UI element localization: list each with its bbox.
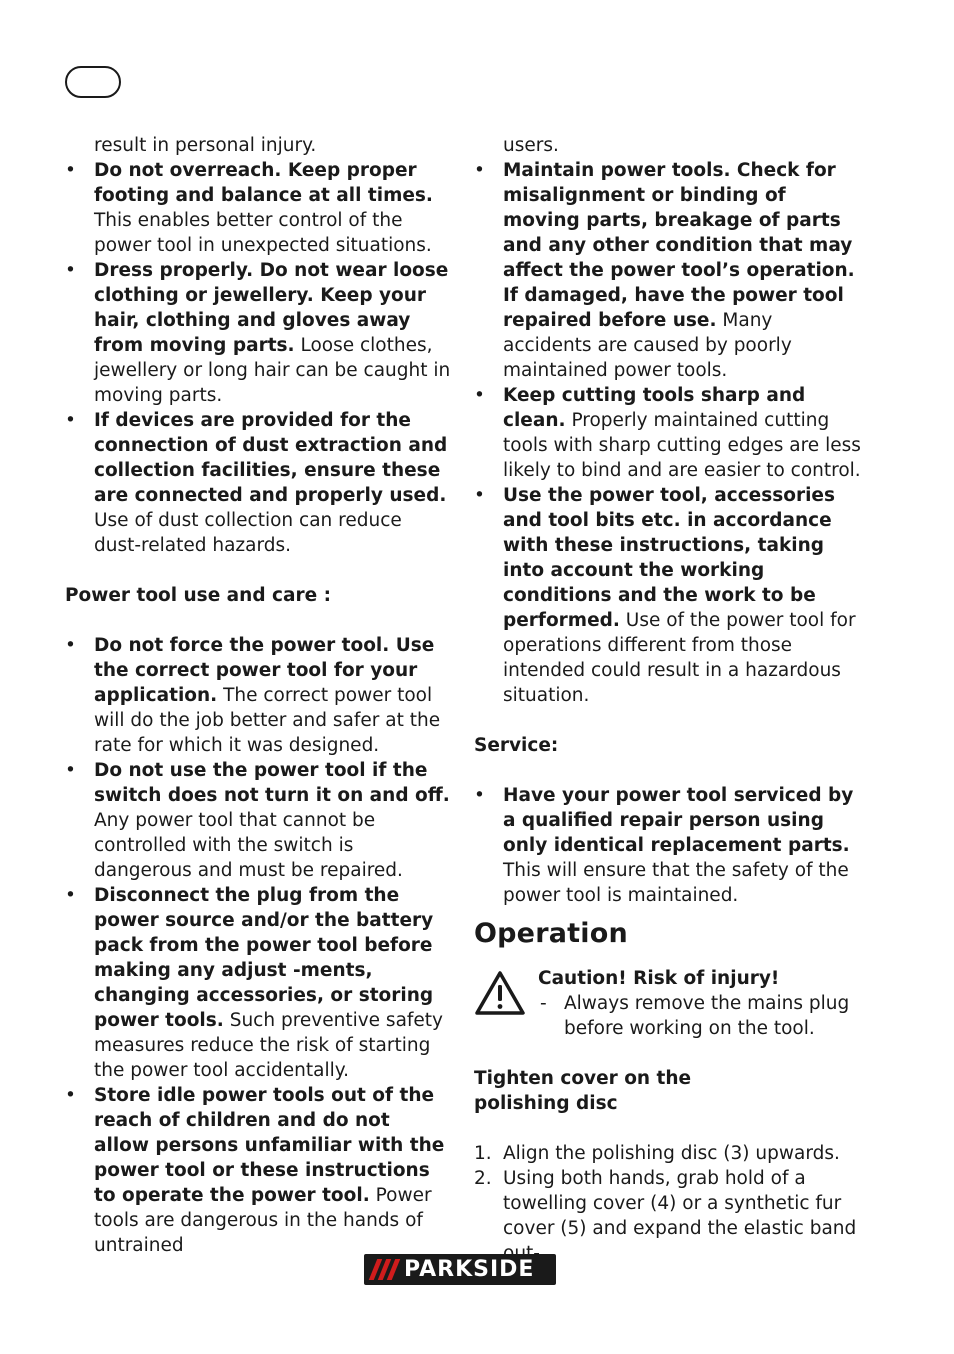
section-heading: Service:	[474, 735, 559, 756]
section-heading: Power tool use and care :	[65, 585, 331, 606]
caution-item: - Always remove the mains plug before working on the tool.	[538, 991, 864, 1041]
list-item: • If devices are provided for the connection of dust extraction and collection facilities, ensure these are connected and properly used. Use of dust collection can reduce dust-related hazards.	[65, 408, 451, 558]
list-item: • Use the power tool, accessories and tool bits etc. in accordance with these instructions, taking into account the working conditions and the work to be performed. Use of the power tool for operations different from those intended could result in a hazardous situation.	[474, 483, 864, 708]
left-column	[65, 133, 451, 1258]
list-item: • Do not overreach. Keep proper footing and balance at all times. This enables better control of the power tool in unexpected situations.	[65, 158, 451, 258]
caution-box	[474, 966, 864, 1041]
caution-title: Caution! Risk of injury!	[538, 968, 780, 989]
continued-text: users.	[503, 135, 559, 156]
list-item: 2. Using both hands, grab hold of a towelling cover (4) or a synthetic fur cover (5) and expand the elastic band	[474, 1168, 857, 1239]
continued-text: result in personal injury.	[94, 135, 317, 156]
bullet-list	[65, 158, 451, 558]
list-item: • Do not force the power tool. Use the correct power tool for your application. The correct power tool will do the job better and safer at the rate for which it was designed.	[65, 633, 451, 758]
list-item: • Have your power tool serviced by a qualified repair person using only identical replacement parts. This will ensure that the safety of the power tool is maintained.	[474, 783, 864, 908]
logo-stripes-icon	[364, 1254, 402, 1285]
list-item: 1. Align the polishing disc (3) upwards.	[474, 1143, 840, 1164]
parkside-logo	[364, 1254, 556, 1285]
list-item: • Maintain power tools. Check for misalignment or binding of moving parts, breakage of parts and any other condition that may affect the power tool’s operation. If damaged, have the power tool repaired before use. Many accidents are caused by poorly maintained power tools.	[474, 158, 864, 383]
right-column	[474, 133, 864, 1266]
list-item: • Do not use the power tool if the switch does not turn it on and off. Any power tool that cannot be controlled with the switch is dangerous and must be repaired.	[65, 758, 451, 883]
list-item: • Store idle power tools out of the reach of children and do not allow persons unfamiliar with the power tool or these instructions to operate the power tool. Power tools are dangerous in the hands of untrained	[65, 1083, 451, 1258]
operation-title: Operation	[474, 918, 628, 949]
logo-wordmark: PARKSIDE	[404, 1257, 535, 1282]
warning-triangle-icon	[474, 970, 526, 1016]
bullet-list	[474, 158, 864, 708]
list-item: • Dress properly. Do not wear loose clothing or jewellery. Keep your hair, clothing and gloves away from moving parts. Loose clothes, jewellery or long hair can be caught in moving parts.	[65, 258, 451, 408]
list-item: • Keep cutting tools sharp and clean. Properly maintained cutting tools with sharp cutting edges are less likely to bind and are easier to control.	[474, 383, 864, 483]
subheading: Tighten cover on the polishing disc	[474, 1068, 692, 1114]
bullet-list	[65, 633, 451, 1258]
language-badge	[65, 66, 121, 98]
list-item: • Disconnect the plug from the power source and/or the battery pack from the power tool before making any adjust -ments, changing accessories, or storing power tools. Such preventive safety measures reduce the risk of starting the power tool accidentally.	[65, 883, 451, 1083]
bullet-list	[474, 783, 864, 908]
step-list	[474, 1141, 864, 1266]
